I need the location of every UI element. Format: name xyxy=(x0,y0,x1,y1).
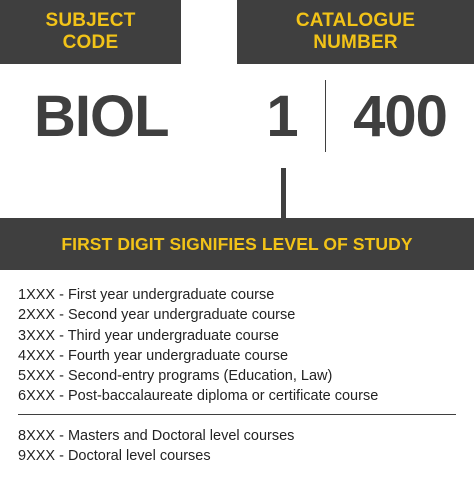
graduate-level-list xyxy=(18,426,294,467)
subject-code-header xyxy=(0,0,181,64)
catalogue-header-line-2: NUMBER xyxy=(313,32,398,53)
remaining-digits-value: 400 xyxy=(353,84,447,149)
subject-header-line-1: SUBJECT xyxy=(45,10,136,31)
first-digit-value: 1 xyxy=(266,84,298,149)
digit-divider xyxy=(325,80,326,152)
list-item: 8XXX - Masters and Doctoral level courses xyxy=(18,428,295,444)
catalogue-number-header xyxy=(237,0,474,64)
list-item: 4XXX - Fourth year undergraduate course xyxy=(18,347,289,364)
list-item: 3XXX - Third year undergraduate course xyxy=(18,327,279,344)
list-item: 6XXX - Post-baccalaureate diploma or certificate course xyxy=(18,388,379,405)
subject-header-line-2: CODE xyxy=(62,32,119,53)
catalogue-header-line-1: CATALOGUE xyxy=(295,10,416,31)
list-item: 5XXX - Second-entry programs (Education, Law) xyxy=(18,368,333,385)
level-banner: FIRST DIGIT SIGNIFIES LEVEL OF STUDY xyxy=(0,218,474,270)
subject-code-value: BIOL xyxy=(34,84,169,149)
level-list xyxy=(18,285,378,407)
connector-line xyxy=(281,168,286,218)
list-item: 2XXX - Second year undergraduate course xyxy=(18,307,296,324)
list-item: 9XXX - Doctoral level courses xyxy=(18,448,211,465)
list-item: 1XXX - First year undergraduate course xyxy=(18,287,275,303)
section-divider xyxy=(18,414,456,415)
